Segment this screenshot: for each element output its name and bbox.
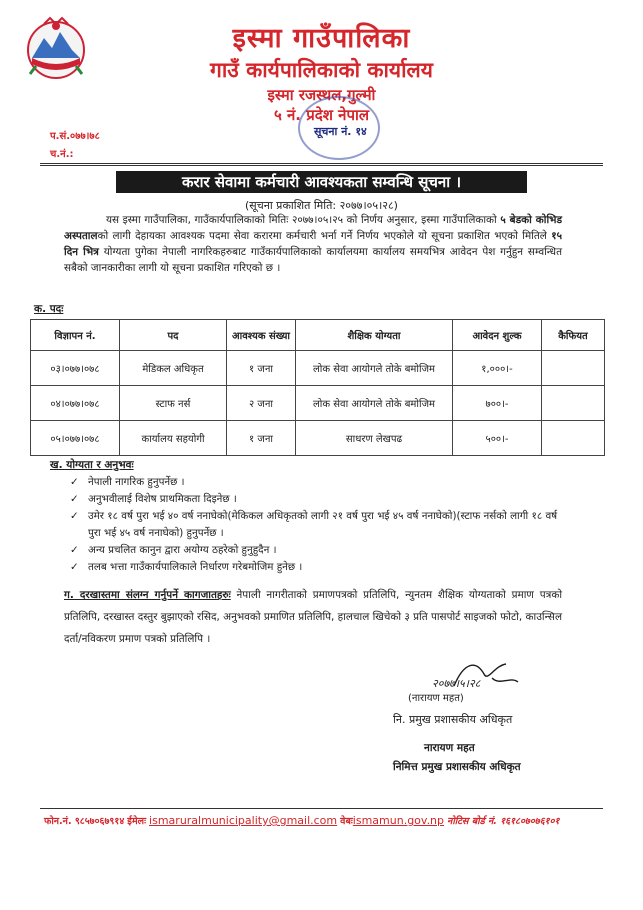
intro-text-3: योग्यता पुगेका नेपाली नागरिकहरुबाट गाउँकार्यपालिकाको कार्यालयमा कार्यालय समयभित्र आवेदन पेश गर्नुहुन सम्वन्धित सबैको जानकारीका लागी यो सूचना प्रकाशित गरिएको छ । <box>64 246 562 274</box>
footer-web-label: वेबः <box>340 816 353 827</box>
intro-bold-deadline: १५ दिन भित्र <box>64 230 562 258</box>
published-date: (सूचना प्रकाशित मिति: २०७७।०५।२८) <box>245 199 398 212</box>
signatory-name-paren: (नारायण महत) <box>408 693 464 704</box>
signature-date: २०७७।५।२८ <box>432 677 481 690</box>
table-header-cell: शैक्षिक योग्यता <box>296 320 453 351</box>
list-item <box>70 474 570 491</box>
dispatch-number: च.नं.: <box>50 149 74 160</box>
qualification-cell: लोक सेवा आयोगले तोके बमोजिम <box>296 351 453 386</box>
section-posts-title: क. पदः <box>34 303 64 315</box>
documents-paragraph <box>64 584 562 650</box>
remarks-cell <box>542 421 605 456</box>
table-row <box>31 421 605 456</box>
list-item <box>70 542 570 559</box>
intro-paragraph <box>64 212 562 276</box>
signatory-name: नारायण महत <box>424 742 475 754</box>
post-cell: स्टाफ नर्स <box>120 386 227 421</box>
remarks-cell <box>542 351 605 386</box>
count-cell: १ जना <box>227 351 296 386</box>
check-icon: ✓ <box>70 510 79 522</box>
section-qualifications-title: ख. योग्यता र अनुभवः <box>50 459 134 471</box>
footer-email[interactable]: ismaruralmunicipality@gmail.com <box>149 814 338 827</box>
qualifications-list <box>70 474 570 576</box>
signatory-designation: नि. प्रमुख प्रशासकीय अधिकृत <box>393 713 513 726</box>
check-icon: ✓ <box>70 476 79 488</box>
intro-bold-hospital: ५ बेडको कोभिड अस्पताल <box>64 214 562 242</box>
footer-phone: फोन.नं. ९८५७०६७९१४ <box>44 816 125 827</box>
footer-web[interactable]: ismamun.gov.np <box>352 814 445 827</box>
fee-cell: ५००।- <box>453 421 542 456</box>
intro-text-1: यस इस्मा गाउँपालिका, गाउँकार्यपालिकाको मितिः २०७७।०५।२५ को निर्णय अनुसार, इस्मा गाउँपालिकाको <box>106 214 501 226</box>
qualification-cell: साधरण लेखपढ <box>296 421 453 456</box>
documents-label: ग. दरखास्तमा संलग्न गर्नुपर्ने कागजातहरुः <box>64 589 231 601</box>
table-header-cell: आवेदन शुल्क <box>453 320 542 351</box>
ad-number-cell: ०३।०७७।०७८ <box>31 351 120 386</box>
documents-text: नेपाली नागरीताको प्रमाणपत्रको प्रतिलिपि, न्युनतम शैक्षिक योग्यताको प्रमाण पत्रको प्रतिलिपि, दरखास्त दस्तुर बुझाएको रसिद, अनुभवको प्रमाणित प्रतिलिपि, हालचाल खिचेको ३ प्रति पासपोर्ट साइजको फोटो, काउन्सिल दर्ता/नविकरण प्रमाण पत्रको प्रतिलिपि । <box>64 589 563 645</box>
list-item <box>70 491 570 508</box>
fee-cell: ७००।- <box>453 386 542 421</box>
signatory-designation-acting: निमित्त प्रमुख प्रशासकीय अधिकृत <box>393 761 521 773</box>
post-cell: मेडिकल अधिकृत <box>120 351 227 386</box>
ad-number-cell: ०४।०७७।०७८ <box>31 386 120 421</box>
footer-rule <box>40 808 603 809</box>
count-cell: १ जना <box>227 421 296 456</box>
check-icon: ✓ <box>70 493 79 505</box>
header-rule <box>40 163 603 164</box>
qualification-text: तलब भत्ता गाउँकार्यपालिकाले निर्धारण गरेबमोजिम हुनेछ । <box>88 561 303 573</box>
remarks-cell <box>542 386 605 421</box>
office-subtitle: गाउँ कार्यपालिकाको कार्यालय <box>210 58 433 82</box>
header-rule-2 <box>40 165 603 166</box>
intro-text-2: को लागी देहायका आवश्यक पदमा सेवा करारमा कर्मचारी भर्ना गर्ने निर्णय भएकोले यो सूचना प्रकाशित भएको मितिले <box>97 230 552 242</box>
post-cell: कार्यालय सहयोगी <box>120 421 227 456</box>
qualification-text: अन्य प्रचलित कानुन द्वारा अयोग्य ठहरेको हुनुहुदैन । <box>88 544 277 556</box>
qualification-text: अनुभवीलाई विशेष प्राथमिकता दिइनेछ । <box>88 493 237 505</box>
footer-email-label: ईमेलः <box>127 816 147 827</box>
check-icon: ✓ <box>70 561 79 573</box>
qualification-text: उमेर १८ वर्ष पुरा भई ४० वर्ष ननाघेको(मेकिकल अधिकृतको लागी २१ वर्ष पुरा भई ४५ वर्ष ननाघेको)(स्टाफ नर्सको लागी १८ वर्ष पुरा भई ४५ वर्ष ननाघेको) हुनुपर्नेछ । <box>88 510 558 539</box>
posts-table <box>30 319 605 456</box>
notice-number: सूचना नं. १४ <box>314 125 367 138</box>
count-cell: २ जना <box>227 386 296 421</box>
municipality-title: इस्मा गाउँपालिका <box>232 23 411 54</box>
table-header-cell: विज्ञापन नं. <box>31 320 120 351</box>
table-header-cell: पद <box>120 320 227 351</box>
table-row <box>31 386 605 421</box>
qualification-text: नेपाली नागरिक हुनुपर्नेछ । <box>88 476 185 488</box>
footer-notice-board: नोटिस बोर्ड नं. १६१८०७०७६१०१ <box>447 816 560 827</box>
ad-number-cell: ०५।०७७।०७८ <box>31 421 120 456</box>
fee-cell: १,०००।- <box>453 351 542 386</box>
check-icon: ✓ <box>70 544 79 556</box>
table-header-cell: आवश्यक संख्या <box>227 320 296 351</box>
province-line: ५ नं. प्रदेश नेपाल <box>273 106 370 124</box>
list-item <box>70 508 570 542</box>
office-address: इस्मा रजस्थल,गुल्मी <box>267 86 376 104</box>
qualification-cell: लोक सेवा आयोगले तोके बमोजिम <box>296 386 453 421</box>
table-header-row <box>31 320 605 351</box>
footer-contact <box>44 814 604 827</box>
notice-banner: करार सेवामा कर्मचारी आवश्यकता सम्वन्धि सूचना । <box>116 171 527 193</box>
reference-number: प.सं.०७७।७८ <box>50 131 100 142</box>
list-item <box>70 559 570 576</box>
table-row <box>31 351 605 386</box>
table-header-cell: कैफियत <box>542 320 605 351</box>
